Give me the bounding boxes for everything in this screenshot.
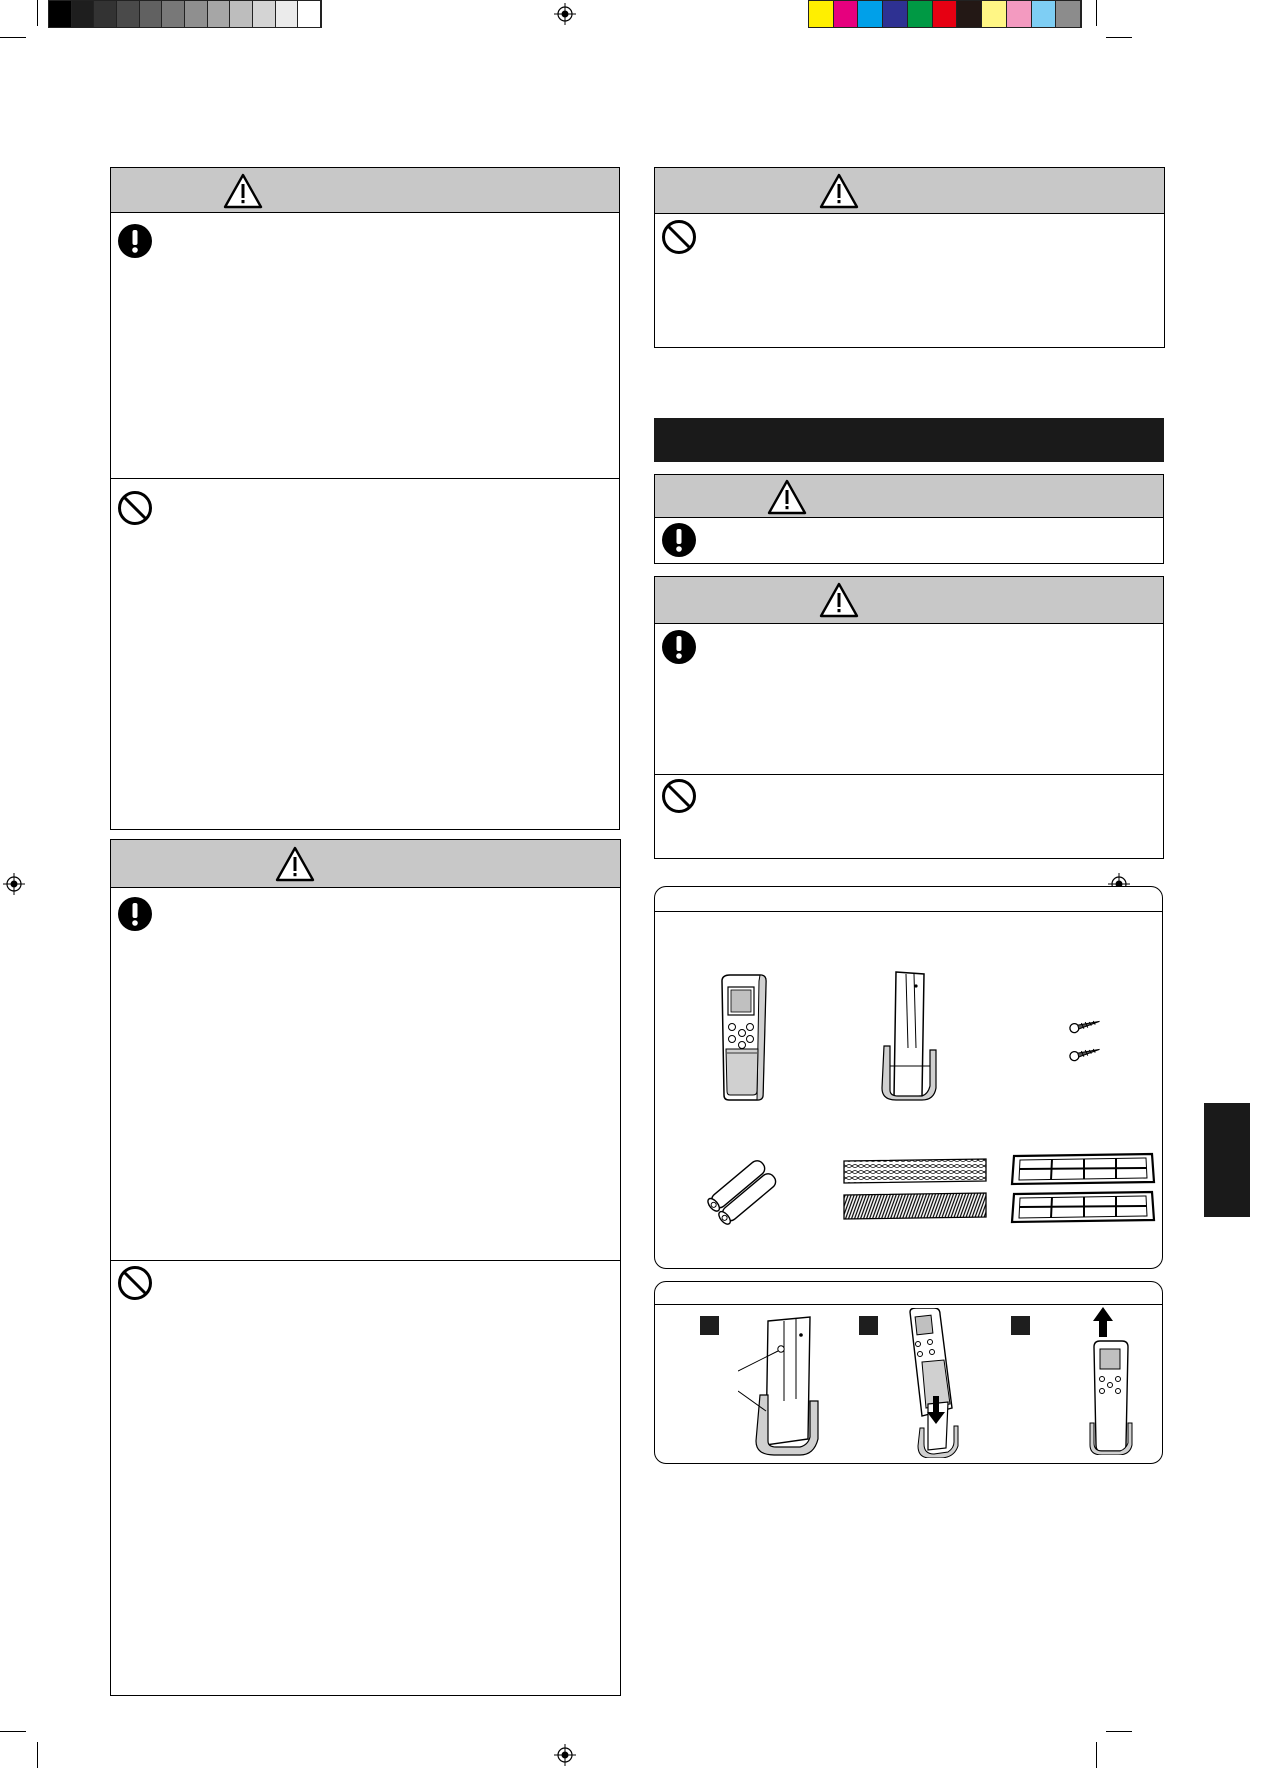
gray-swatch	[185, 1, 208, 27]
gray-swatch	[49, 1, 72, 27]
panel-header	[111, 840, 620, 888]
panel-divider	[111, 1260, 620, 1261]
gray-swatch	[72, 1, 95, 27]
exclamation-circle-icon	[661, 629, 697, 665]
holder-steps-box-header	[655, 1282, 1162, 1305]
warning-panel-4	[654, 576, 1164, 859]
panel-divider	[655, 774, 1163, 775]
gray-swatch	[94, 1, 117, 27]
insert-remote-step-illustration	[904, 1308, 964, 1458]
panel-divider	[111, 478, 619, 479]
remote-control-illustration	[716, 973, 770, 1103]
color-swatch	[809, 1, 834, 27]
warning-triangle-icon	[766, 478, 808, 516]
color-swatch	[933, 1, 958, 27]
warning-triangle-icon	[818, 172, 860, 210]
crop-mark	[0, 37, 26, 38]
process-color-bar	[808, 0, 1082, 28]
warning-panel-3	[654, 167, 1165, 348]
crop-mark	[1096, 1742, 1097, 1768]
prohibition-icon	[661, 778, 697, 814]
grayscale-color-bar	[48, 0, 322, 28]
prohibition-icon	[661, 219, 697, 255]
crop-mark	[1106, 37, 1132, 38]
batteries-illustration	[697, 1155, 789, 1225]
gray-swatch	[253, 1, 276, 27]
crop-mark	[1106, 1731, 1132, 1732]
color-swatch	[982, 1, 1007, 27]
color-swatch	[883, 1, 908, 27]
warning-panel-2	[110, 839, 621, 1696]
gray-swatch	[230, 1, 253, 27]
color-swatch	[1007, 1, 1032, 27]
panel-header	[655, 475, 1163, 518]
accessories-box-header	[655, 887, 1162, 912]
registration-mark-icon	[554, 1744, 576, 1766]
step-2-marker	[859, 1316, 878, 1335]
panel-header	[655, 168, 1164, 214]
exclamation-circle-icon	[117, 896, 153, 932]
gray-swatch	[162, 1, 185, 27]
gray-swatch	[117, 1, 140, 27]
color-swatch	[858, 1, 883, 27]
color-swatch	[834, 1, 859, 27]
color-swatch	[1056, 1, 1081, 27]
prohibition-icon	[117, 490, 153, 526]
deodorizing-filter-illustration	[840, 1157, 990, 1221]
side-thumb-tab	[1204, 1103, 1250, 1217]
panel-header	[111, 168, 619, 213]
color-swatch	[957, 1, 982, 27]
panel-header	[655, 577, 1163, 624]
crop-mark	[37, 1742, 38, 1768]
gray-swatch	[298, 1, 321, 27]
section-heading-bar	[654, 418, 1164, 462]
crop-mark	[37, 0, 38, 26]
crop-mark	[0, 1731, 26, 1732]
screws-illustration	[1068, 1015, 1104, 1065]
warning-triangle-icon	[222, 172, 264, 210]
exclamation-circle-icon	[117, 223, 153, 259]
gray-swatch	[276, 1, 299, 27]
step-3-marker	[1011, 1316, 1030, 1335]
air-cleaning-filter-illustration	[1008, 1152, 1158, 1224]
registration-mark-icon	[554, 3, 576, 25]
prohibition-icon	[117, 1265, 153, 1301]
warning-panel-1	[110, 167, 620, 830]
color-swatch	[1032, 1, 1057, 27]
caution-panel-small	[654, 474, 1164, 564]
step-1-marker	[700, 1316, 719, 1335]
warning-triangle-icon	[818, 581, 860, 619]
holder-mount-step-illustration	[738, 1315, 828, 1457]
crop-mark	[1096, 0, 1097, 26]
gray-swatch	[140, 1, 163, 27]
remove-remote-step-illustration	[1088, 1307, 1134, 1455]
gray-swatch	[208, 1, 231, 27]
warning-triangle-icon	[274, 845, 316, 883]
color-swatch	[908, 1, 933, 27]
registration-mark-icon	[3, 873, 25, 895]
remote-holder-illustration	[878, 970, 940, 1102]
exclamation-circle-icon	[661, 522, 697, 558]
